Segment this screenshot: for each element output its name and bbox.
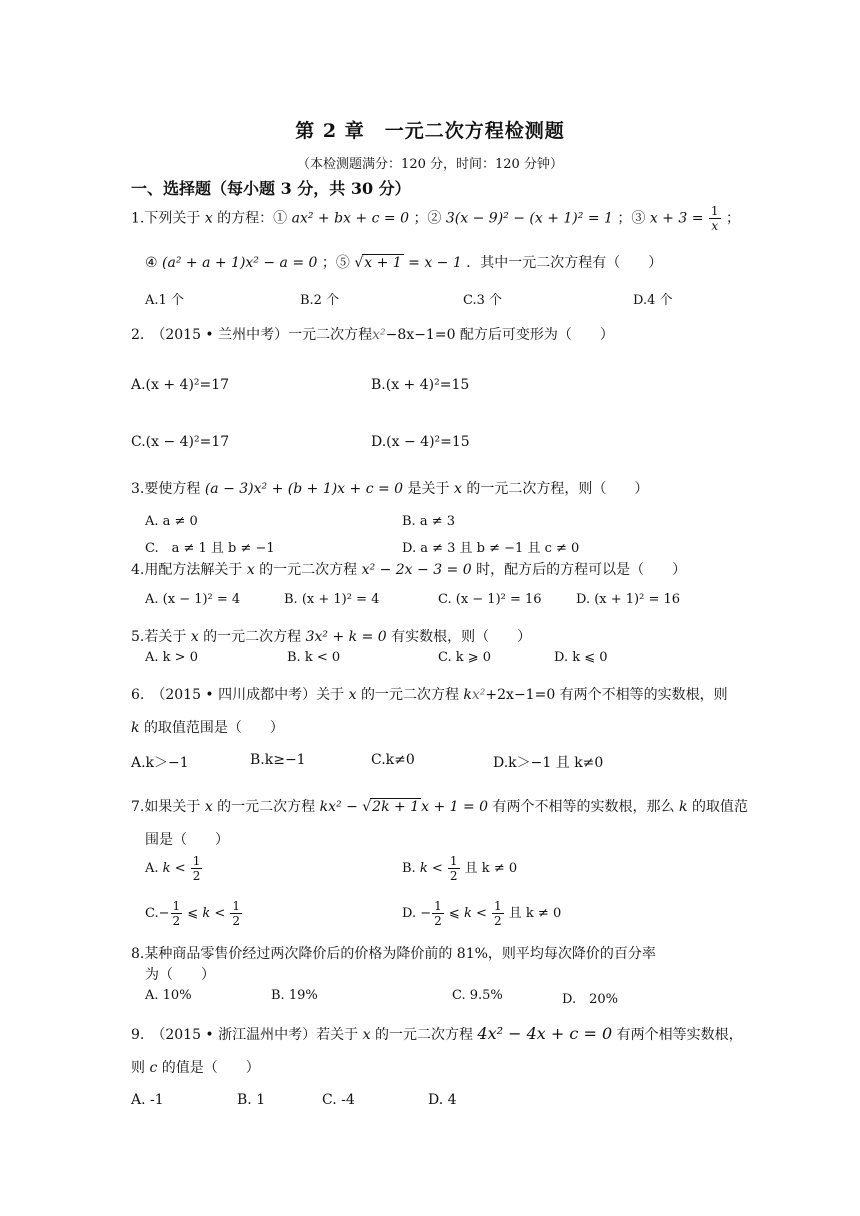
q8-option-b: B. 19% xyxy=(271,988,318,1003)
q6-option-c: C.k≠0 xyxy=(371,752,415,768)
fraction-1-over-x: $\frac{1}{x}$ xyxy=(710,204,719,233)
q3-option-b: B. a ≠ 3 xyxy=(402,514,455,529)
question-3: 3.要使方程 (a − 3)x² + (b + 1)x + c = 0 是关于 x 的一元二次方程，则（ ） xyxy=(131,481,649,497)
q9-option-a: A. -1 xyxy=(131,1092,164,1108)
q7-option-b: B. k < $\frac{1}{2}$ 且 k ≠ 0 xyxy=(402,854,518,883)
q7-option-d: D. − $\frac{1}{2}$ ⩽ k < $\frac{1}{2}$ 且 k ≠ 0 xyxy=(402,899,562,928)
q9-option-c: C. -4 xyxy=(322,1092,355,1108)
question-9-line-1: 9. （2015 • 浙江温州中考）若关于 x 的一元二次方程 4x² − 4x + c = 0 有两个相等实数根， xyxy=(131,1024,743,1043)
q1-option-c: C.3 个 xyxy=(463,293,503,308)
question-6-line-1: 6. （2015 • 四川成都中考）关于 x 的一元二次方程 kx²+2x−1=0 有两个不相等的实数根，则 xyxy=(131,687,728,703)
q6-option-b: B.k≥−1 xyxy=(250,752,306,768)
q1-option-a: A.1 个 xyxy=(145,293,184,308)
question-7-line-2: 围是（ ） xyxy=(145,832,229,848)
q9-option-b: B. 1 xyxy=(237,1092,266,1108)
q5-option-b: B. k < 0 xyxy=(287,650,341,665)
q7-option-c: C.− $\frac{1}{2}$ ⩽ k < $\frac{1}{2}$ xyxy=(145,899,241,928)
q1-option-b: B.2 个 xyxy=(300,293,340,308)
q4-option-b: B. (x + 1)² = 4 xyxy=(284,592,380,607)
q2-option-d: D.(x − 4)²=15 xyxy=(371,434,470,450)
q2-option-b: B.(x + 4)²=15 xyxy=(371,377,470,393)
q1-option-d: D.4 个 xyxy=(633,293,673,308)
q7-option-a: A. k < $\frac{1}{2}$ xyxy=(145,854,201,883)
section-heading: 一、选择题（每小题 3 分，共 30 分） xyxy=(131,179,411,198)
q8-option-d: D. 20% xyxy=(562,992,618,1007)
q4-option-a: A. (x − 1)² = 4 xyxy=(145,592,241,607)
question-2: 2. （2015 • 兰州中考）一元二次方程x²−8x−1=0 配方后可变形为（ ） xyxy=(131,327,614,343)
question-9-line-2: 则 c 的值是（ ） xyxy=(131,1060,260,1076)
q4-option-d: D. (x + 1)² = 16 xyxy=(576,592,681,607)
q3-option-c: C. a ≠ 1 且 b ≠ −1 xyxy=(145,541,275,556)
q5-option-c: C. k ⩾ 0 xyxy=(438,650,492,665)
question-4: 4.用配方法解关于 x 的一元二次方程 x² − 2x − 3 = 0 时，配方后的方程可以是（ ） xyxy=(131,562,687,578)
q9-option-d: D. 4 xyxy=(428,1092,457,1108)
q3-option-d: D. a ≠ 3 且 b ≠ −1 且 c ≠ 0 xyxy=(402,541,580,556)
question-8-line-2: 为（ ） xyxy=(145,967,215,983)
q2-option-a: A.(x + 4)²=17 xyxy=(131,377,230,393)
page-title: 第 2 章 一元二次方程检测题 xyxy=(295,120,565,142)
question-7-line-1: 7.如果关于 x 的一元二次方程 kx² − √2k + 1 x + 1 = 0 有两个不相等的实数根，那么 k 的取值范 xyxy=(131,799,748,815)
question-8-line-1: 8.某种商品零售价经过两次降价后的价格为降价前的 81%，则平均每次降价的百分率 xyxy=(131,946,656,962)
q5-option-d: D. k ⩽ 0 xyxy=(554,650,608,665)
question-5: 5.若关于 x 的一元二次方程 3x² + k = 0 有实数根，则（ ） xyxy=(131,629,532,645)
q3-option-a: A. a ≠ 0 xyxy=(145,514,198,529)
q8-option-c: C. 9.5% xyxy=(452,988,503,1003)
question-1-line-2: ④ (a² + a + 1)x² − a = 0 ；⑤ √x + 1 = x − 1 ．其中一元二次方程有（ ） xyxy=(145,255,663,271)
q5-option-a: A. k > 0 xyxy=(145,650,198,665)
question-6-line-2: k 的取值范围是（ ） xyxy=(131,720,284,736)
q8-option-a: A. 10% xyxy=(145,988,192,1003)
page-subtitle: （本检测题满分：120 分，时间：120 分钟） xyxy=(297,157,563,172)
q2-option-c: C.(x − 4)²=17 xyxy=(131,434,230,450)
q6-option-d: D.k＞−1 且 k≠0 xyxy=(493,755,604,771)
q4-option-c: C. (x − 1)² = 16 xyxy=(438,592,542,607)
question-1-line-1: 1.下列关于 x 的方程：① ax² + bx + c = 0 ；② 3(x − 9)² − (x + 1)² = 1 ；③ x + 3 = $\frac{1}{x}$ ； xyxy=(131,204,740,233)
q6-option-a: A.k＞−1 xyxy=(131,755,189,771)
